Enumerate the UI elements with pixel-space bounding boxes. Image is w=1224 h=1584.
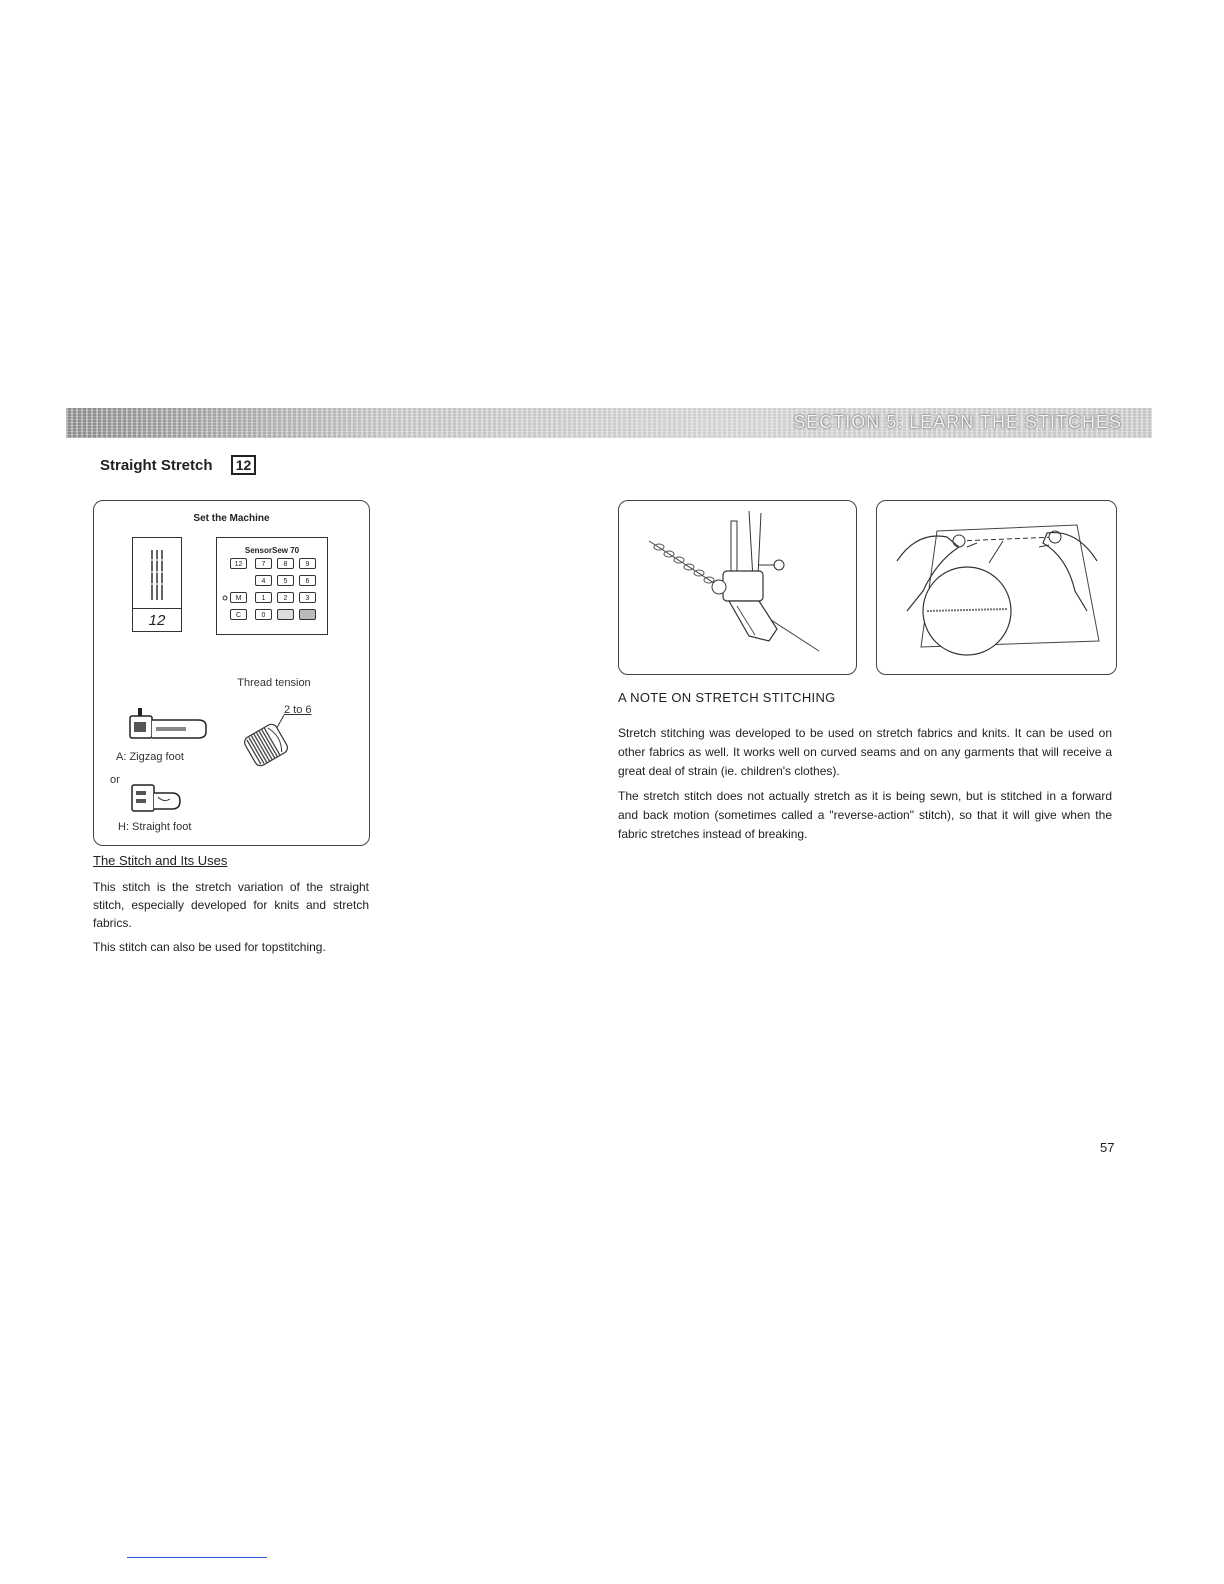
- straight-stretch-stitch-icon: [146, 548, 168, 603]
- thread-tension-label: Thread tension: [237, 677, 311, 689]
- stitch-number-box: 12: [231, 455, 257, 475]
- thread-tension-value: 2 to 6: [284, 704, 312, 716]
- key-3: 3: [299, 592, 316, 603]
- key-1: 1: [255, 592, 272, 603]
- or-label: or: [110, 774, 120, 786]
- uses-heading: The Stitch and Its Uses: [93, 853, 228, 868]
- key-7: 7: [255, 558, 272, 569]
- key-display-12: 12: [230, 558, 247, 569]
- section-header-band: [66, 408, 1152, 438]
- key-8: 8: [277, 558, 294, 569]
- stitch-selector-window: [132, 537, 182, 632]
- zigzag-foot-icon: [124, 706, 216, 746]
- stitch-name: Straight Stretch: [100, 457, 213, 474]
- key-5: 5: [277, 575, 294, 586]
- key-6: 6: [299, 575, 316, 586]
- key-memory: M: [230, 592, 247, 603]
- uses-paragraph: This stitch is the stretch variation of the straight stitch, especially developed for knits and stretch fabrics.: [93, 880, 369, 930]
- section-title: SECTION 5: LEARN THE STITCHES: [793, 412, 1122, 432]
- key-pressed-icon: [299, 609, 316, 620]
- note-text: [618, 724, 1112, 850]
- uses-text: [93, 878, 369, 962]
- tension-dial-icon: [234, 711, 304, 771]
- indicator-light-icon: [222, 595, 228, 601]
- zigzag-foot-label: A: Zigzag foot: [116, 751, 184, 763]
- key-pressed-icon: [277, 609, 294, 620]
- key-0: 0: [255, 609, 272, 620]
- stitch-heading: [100, 455, 256, 475]
- needle-presser-foot-illustration: [618, 500, 857, 675]
- key-2: 2: [277, 592, 294, 603]
- keypad-title: SensorSew 70: [244, 546, 300, 555]
- key-clear: C: [230, 609, 247, 620]
- uses-paragraph: This stitch can also be used for topstitching.: [93, 940, 326, 954]
- note-heading: A NOTE ON STRETCH STITCHING: [618, 690, 836, 705]
- footer-rule: [127, 1557, 267, 1558]
- fabric-stretch-illustration: [876, 500, 1117, 675]
- straight-foot-icon: [130, 781, 190, 817]
- key-9: 9: [299, 558, 316, 569]
- set-machine-panel: [93, 500, 370, 846]
- sewing-needle-icon: [619, 501, 857, 675]
- straight-foot-label: H: Straight foot: [118, 821, 192, 833]
- set-machine-title: Set the Machine: [193, 513, 270, 524]
- key-4: 4: [255, 575, 272, 586]
- stitch-number-display: 12: [133, 608, 181, 632]
- hands-stretching-fabric-icon: [877, 501, 1117, 675]
- note-paragraph: Stretch stitching was developed to be used on stretch fabrics and knits. It can be used on other fabrics as well. It works well on curved seams and on any garments that will receive a great deal of strain (ie. children's clothes).: [618, 726, 1112, 778]
- page-number: 57: [1100, 1140, 1115, 1155]
- keypad-panel: [216, 537, 328, 635]
- note-paragraph: The stretch stitch does not actually stretch as it is being sewn, but is stitched in a forward and back motion (sometimes called a "reverse-action" stitch), so that it will give when the fabric stretches instead of breaking.: [618, 789, 1112, 841]
